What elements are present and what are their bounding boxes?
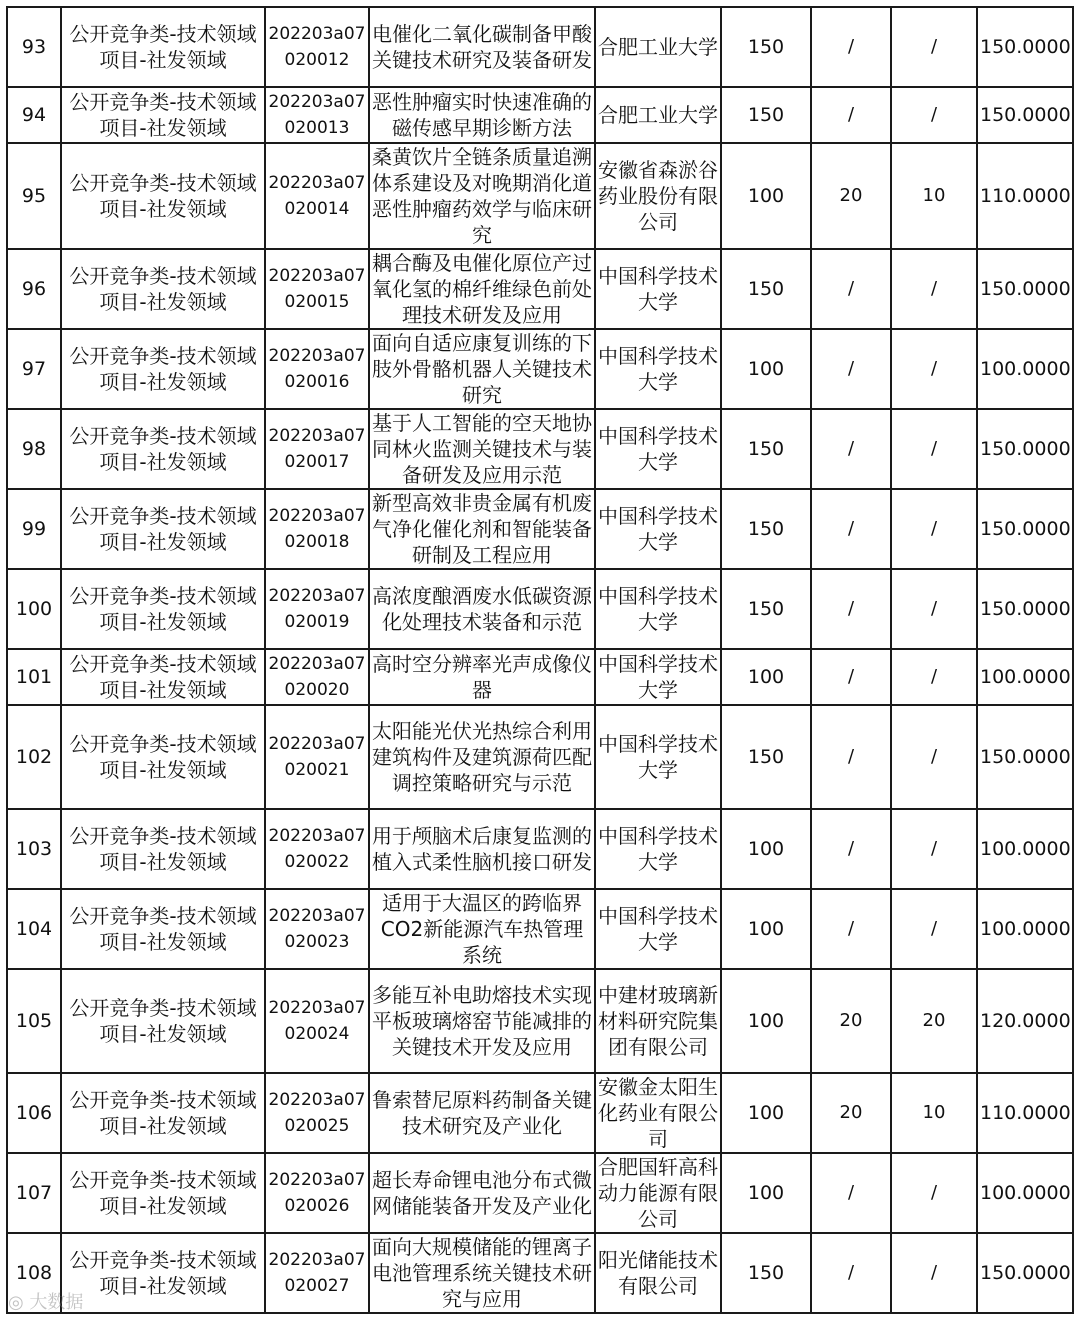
local-fund: / <box>811 329 891 409</box>
provincial-fund: 150 <box>721 7 811 87</box>
row-number: 98 <box>7 409 61 489</box>
project-title: 高时空分辨率光声成像仪器 <box>369 649 595 705</box>
row-number: 107 <box>7 1153 61 1233</box>
project-title: 面向大规模储能的锂离子电池管理系统关键技术研究与应用 <box>369 1233 595 1313</box>
project-title: 新型高效非贵金属有机废气净化催化剂和智能装备研制及工程应用 <box>369 489 595 569</box>
provincial-fund: 100 <box>721 649 811 705</box>
local-fund: / <box>811 705 891 809</box>
total-fund: 120.0000 <box>977 969 1073 1073</box>
project-category: 公开竞争类-技术领域项目-社发领域 <box>61 969 265 1073</box>
project-title: 太阳能光伏光热综合利用建筑构件及建筑源荷匹配调控策略研究与示范 <box>369 705 595 809</box>
local-fund: 20 <box>811 969 891 1073</box>
project-category: 公开竞争类-技术领域项目-社发领域 <box>61 649 265 705</box>
project-title: 适用于大温区的跨临界CO2新能源汽车热管理系统 <box>369 889 595 969</box>
table-row <box>7 569 1073 649</box>
row-number: 99 <box>7 489 61 569</box>
undertaking-unit: 安徽金太阳生化药业有限公司 <box>595 1073 721 1153</box>
table-row <box>7 409 1073 489</box>
total-fund: 150.0000 <box>977 569 1073 649</box>
project-category: 公开竞争类-技术领域项目-社发领域 <box>61 329 265 409</box>
other-fund: / <box>891 1233 977 1313</box>
provincial-fund: 100 <box>721 809 811 889</box>
row-number: 108 <box>7 1233 61 1313</box>
other-fund: / <box>891 87 977 143</box>
table-row <box>7 489 1073 569</box>
project-code: 202203a07020017 <box>265 409 369 489</box>
table-row <box>7 249 1073 329</box>
row-number: 93 <box>7 7 61 87</box>
project-code: 202203a07020014 <box>265 143 369 249</box>
table-row <box>7 1233 1073 1313</box>
project-title: 高浓度酿酒废水低碳资源化处理技术装备和示范 <box>369 569 595 649</box>
total-fund: 150.0000 <box>977 705 1073 809</box>
provincial-fund: 150 <box>721 1233 811 1313</box>
local-fund: / <box>811 1153 891 1233</box>
local-fund: / <box>811 889 891 969</box>
provincial-fund: 150 <box>721 409 811 489</box>
project-title: 电催化二氧化碳制备甲酸关键技术研究及装备研发 <box>369 7 595 87</box>
table-row <box>7 329 1073 409</box>
total-fund: 100.0000 <box>977 1153 1073 1233</box>
table-row <box>7 1153 1073 1233</box>
project-category: 公开竞争类-技术领域项目-社发领域 <box>61 889 265 969</box>
other-fund: / <box>891 409 977 489</box>
local-fund: 20 <box>811 1073 891 1153</box>
project-category: 公开竞争类-技术领域项目-社发领域 <box>61 1073 265 1153</box>
total-fund: 150.0000 <box>977 87 1073 143</box>
project-code: 202203a07020016 <box>265 329 369 409</box>
undertaking-unit: 中国科学技术大学 <box>595 489 721 569</box>
project-title: 耦合酶及电催化原位产过氧化氢的棉纤维绿色前处理技术研发及应用 <box>369 249 595 329</box>
project-title: 桑黄饮片全链条质量追溯体系建设及对晚期消化道恶性肿瘤药效学与临床研究 <box>369 143 595 249</box>
table-row <box>7 7 1073 87</box>
project-category: 公开竞争类-技术领域项目-社发领域 <box>61 409 265 489</box>
provincial-fund: 150 <box>721 705 811 809</box>
project-category: 公开竞争类-技术领域项目-社发领域 <box>61 1153 265 1233</box>
project-title: 鲁索替尼原料药制备关键技术研究及产业化 <box>369 1073 595 1153</box>
table-row <box>7 1073 1073 1153</box>
project-title: 超长寿命锂电池分布式微网储能装备开发及产业化 <box>369 1153 595 1233</box>
table-row <box>7 809 1073 889</box>
provincial-fund: 100 <box>721 329 811 409</box>
row-number: 106 <box>7 1073 61 1153</box>
provincial-fund: 100 <box>721 1153 811 1233</box>
project-category: 公开竞争类-技术领域项目-社发领域 <box>61 809 265 889</box>
project-code: 202203a07020012 <box>265 7 369 87</box>
provincial-fund: 100 <box>721 889 811 969</box>
project-title: 用于颅脑术后康复监测的植入式柔性脑机接口研发 <box>369 809 595 889</box>
undertaking-unit: 合肥国轩高科动力能源有限公司 <box>595 1153 721 1233</box>
project-code: 202203a07020023 <box>265 889 369 969</box>
provincial-fund: 150 <box>721 87 811 143</box>
row-number: 101 <box>7 649 61 705</box>
total-fund: 110.0000 <box>977 1073 1073 1153</box>
project-category: 公开竞争类-技术领域项目-社发领域 <box>61 7 265 87</box>
project-code: 202203a07020022 <box>265 809 369 889</box>
table-row <box>7 87 1073 143</box>
undertaking-unit: 中国科学技术大学 <box>595 409 721 489</box>
undertaking-unit: 中国科学技术大学 <box>595 569 721 649</box>
other-fund: / <box>891 1153 977 1233</box>
local-fund: / <box>811 649 891 705</box>
row-number: 97 <box>7 329 61 409</box>
local-fund: / <box>811 249 891 329</box>
project-category: 公开竞争类-技术领域项目-社发领域 <box>61 143 265 249</box>
local-fund: / <box>811 1233 891 1313</box>
row-number: 94 <box>7 87 61 143</box>
undertaking-unit: 合肥工业大学 <box>595 87 721 143</box>
project-code: 202203a07020026 <box>265 1153 369 1233</box>
local-fund: 20 <box>811 143 891 249</box>
total-fund: 100.0000 <box>977 649 1073 705</box>
local-fund: / <box>811 489 891 569</box>
project-category: 公开竞争类-技术领域项目-社发领域 <box>61 705 265 809</box>
other-fund: / <box>891 649 977 705</box>
local-fund: / <box>811 809 891 889</box>
undertaking-unit: 阳光储能技术有限公司 <box>595 1233 721 1313</box>
undertaking-unit: 中国科学技术大学 <box>595 705 721 809</box>
project-code: 202203a07020027 <box>265 1233 369 1313</box>
local-fund: / <box>811 7 891 87</box>
other-fund: / <box>891 249 977 329</box>
project-title: 面向自适应康复训练的下肢外骨骼机器人关键技术研究 <box>369 329 595 409</box>
local-fund: / <box>811 87 891 143</box>
project-code: 202203a07020024 <box>265 969 369 1073</box>
provincial-fund: 100 <box>721 969 811 1073</box>
row-number: 103 <box>7 809 61 889</box>
project-code: 202203a07020025 <box>265 1073 369 1153</box>
undertaking-unit: 合肥工业大学 <box>595 7 721 87</box>
project-code: 202203a07020021 <box>265 705 369 809</box>
other-fund: / <box>891 569 977 649</box>
project-category: 公开竞争类-技术领域项目-社发领域 <box>61 489 265 569</box>
undertaking-unit: 安徽省森淤谷药业股份有限公司 <box>595 143 721 249</box>
row-number: 100 <box>7 569 61 649</box>
table-row <box>7 889 1073 969</box>
watermark: ◎ 大数据 <box>8 1292 84 1313</box>
undertaking-unit: 中国科学技术大学 <box>595 249 721 329</box>
row-number: 104 <box>7 889 61 969</box>
row-number: 95 <box>7 143 61 249</box>
table-row <box>7 649 1073 705</box>
total-fund: 150.0000 <box>977 1233 1073 1313</box>
provincial-fund: 100 <box>721 143 811 249</box>
project-title: 基于人工智能的空天地协同林火监测关键技术与装备研发及应用示范 <box>369 409 595 489</box>
project-code: 202203a07020020 <box>265 649 369 705</box>
table-row <box>7 705 1073 809</box>
project-title: 恶性肿瘤实时快速准确的磁传感早期诊断方法 <box>369 87 595 143</box>
provincial-fund: 100 <box>721 1073 811 1153</box>
other-fund: / <box>891 489 977 569</box>
other-fund: / <box>891 329 977 409</box>
other-fund: / <box>891 705 977 809</box>
undertaking-unit: 中国科学技术大学 <box>595 649 721 705</box>
undertaking-unit: 中建材玻璃新材料研究院集团有限公司 <box>595 969 721 1073</box>
project-category: 公开竞争类-技术领域项目-社发领域 <box>61 87 265 143</box>
table-row <box>7 969 1073 1073</box>
other-fund: / <box>891 809 977 889</box>
project-category: 公开竞争类-技术领域项目-社发领域 <box>61 569 265 649</box>
other-fund: 20 <box>891 969 977 1073</box>
local-fund: / <box>811 409 891 489</box>
total-fund: 100.0000 <box>977 329 1073 409</box>
provincial-fund: 150 <box>721 249 811 329</box>
project-funding-table <box>6 6 1074 1314</box>
local-fund: / <box>811 569 891 649</box>
row-number: 105 <box>7 969 61 1073</box>
other-fund: 10 <box>891 143 977 249</box>
provincial-fund: 150 <box>721 489 811 569</box>
total-fund: 100.0000 <box>977 889 1073 969</box>
total-fund: 150.0000 <box>977 7 1073 87</box>
total-fund: 150.0000 <box>977 489 1073 569</box>
other-fund: / <box>891 889 977 969</box>
undertaking-unit: 中国科学技术大学 <box>595 329 721 409</box>
other-fund: 10 <box>891 1073 977 1153</box>
project-title: 多能互补电助熔技术实现平板玻璃熔窑节能减排的关键技术开发及应用 <box>369 969 595 1073</box>
project-category: 公开竞争类-技术领域项目-社发领域 <box>61 1233 265 1313</box>
project-category: 公开竞争类-技术领域项目-社发领域 <box>61 249 265 329</box>
row-number: 96 <box>7 249 61 329</box>
undertaking-unit: 中国科学技术大学 <box>595 809 721 889</box>
total-fund: 150.0000 <box>977 409 1073 489</box>
table-row <box>7 143 1073 249</box>
project-code: 202203a07020018 <box>265 489 369 569</box>
undertaking-unit: 中国科学技术大学 <box>595 889 721 969</box>
total-fund: 150.0000 <box>977 249 1073 329</box>
project-code: 202203a07020013 <box>265 87 369 143</box>
project-code: 202203a07020019 <box>265 569 369 649</box>
total-fund: 100.0000 <box>977 809 1073 889</box>
provincial-fund: 150 <box>721 569 811 649</box>
row-number: 102 <box>7 705 61 809</box>
project-code: 202203a07020015 <box>265 249 369 329</box>
other-fund: / <box>891 7 977 87</box>
total-fund: 110.0000 <box>977 143 1073 249</box>
